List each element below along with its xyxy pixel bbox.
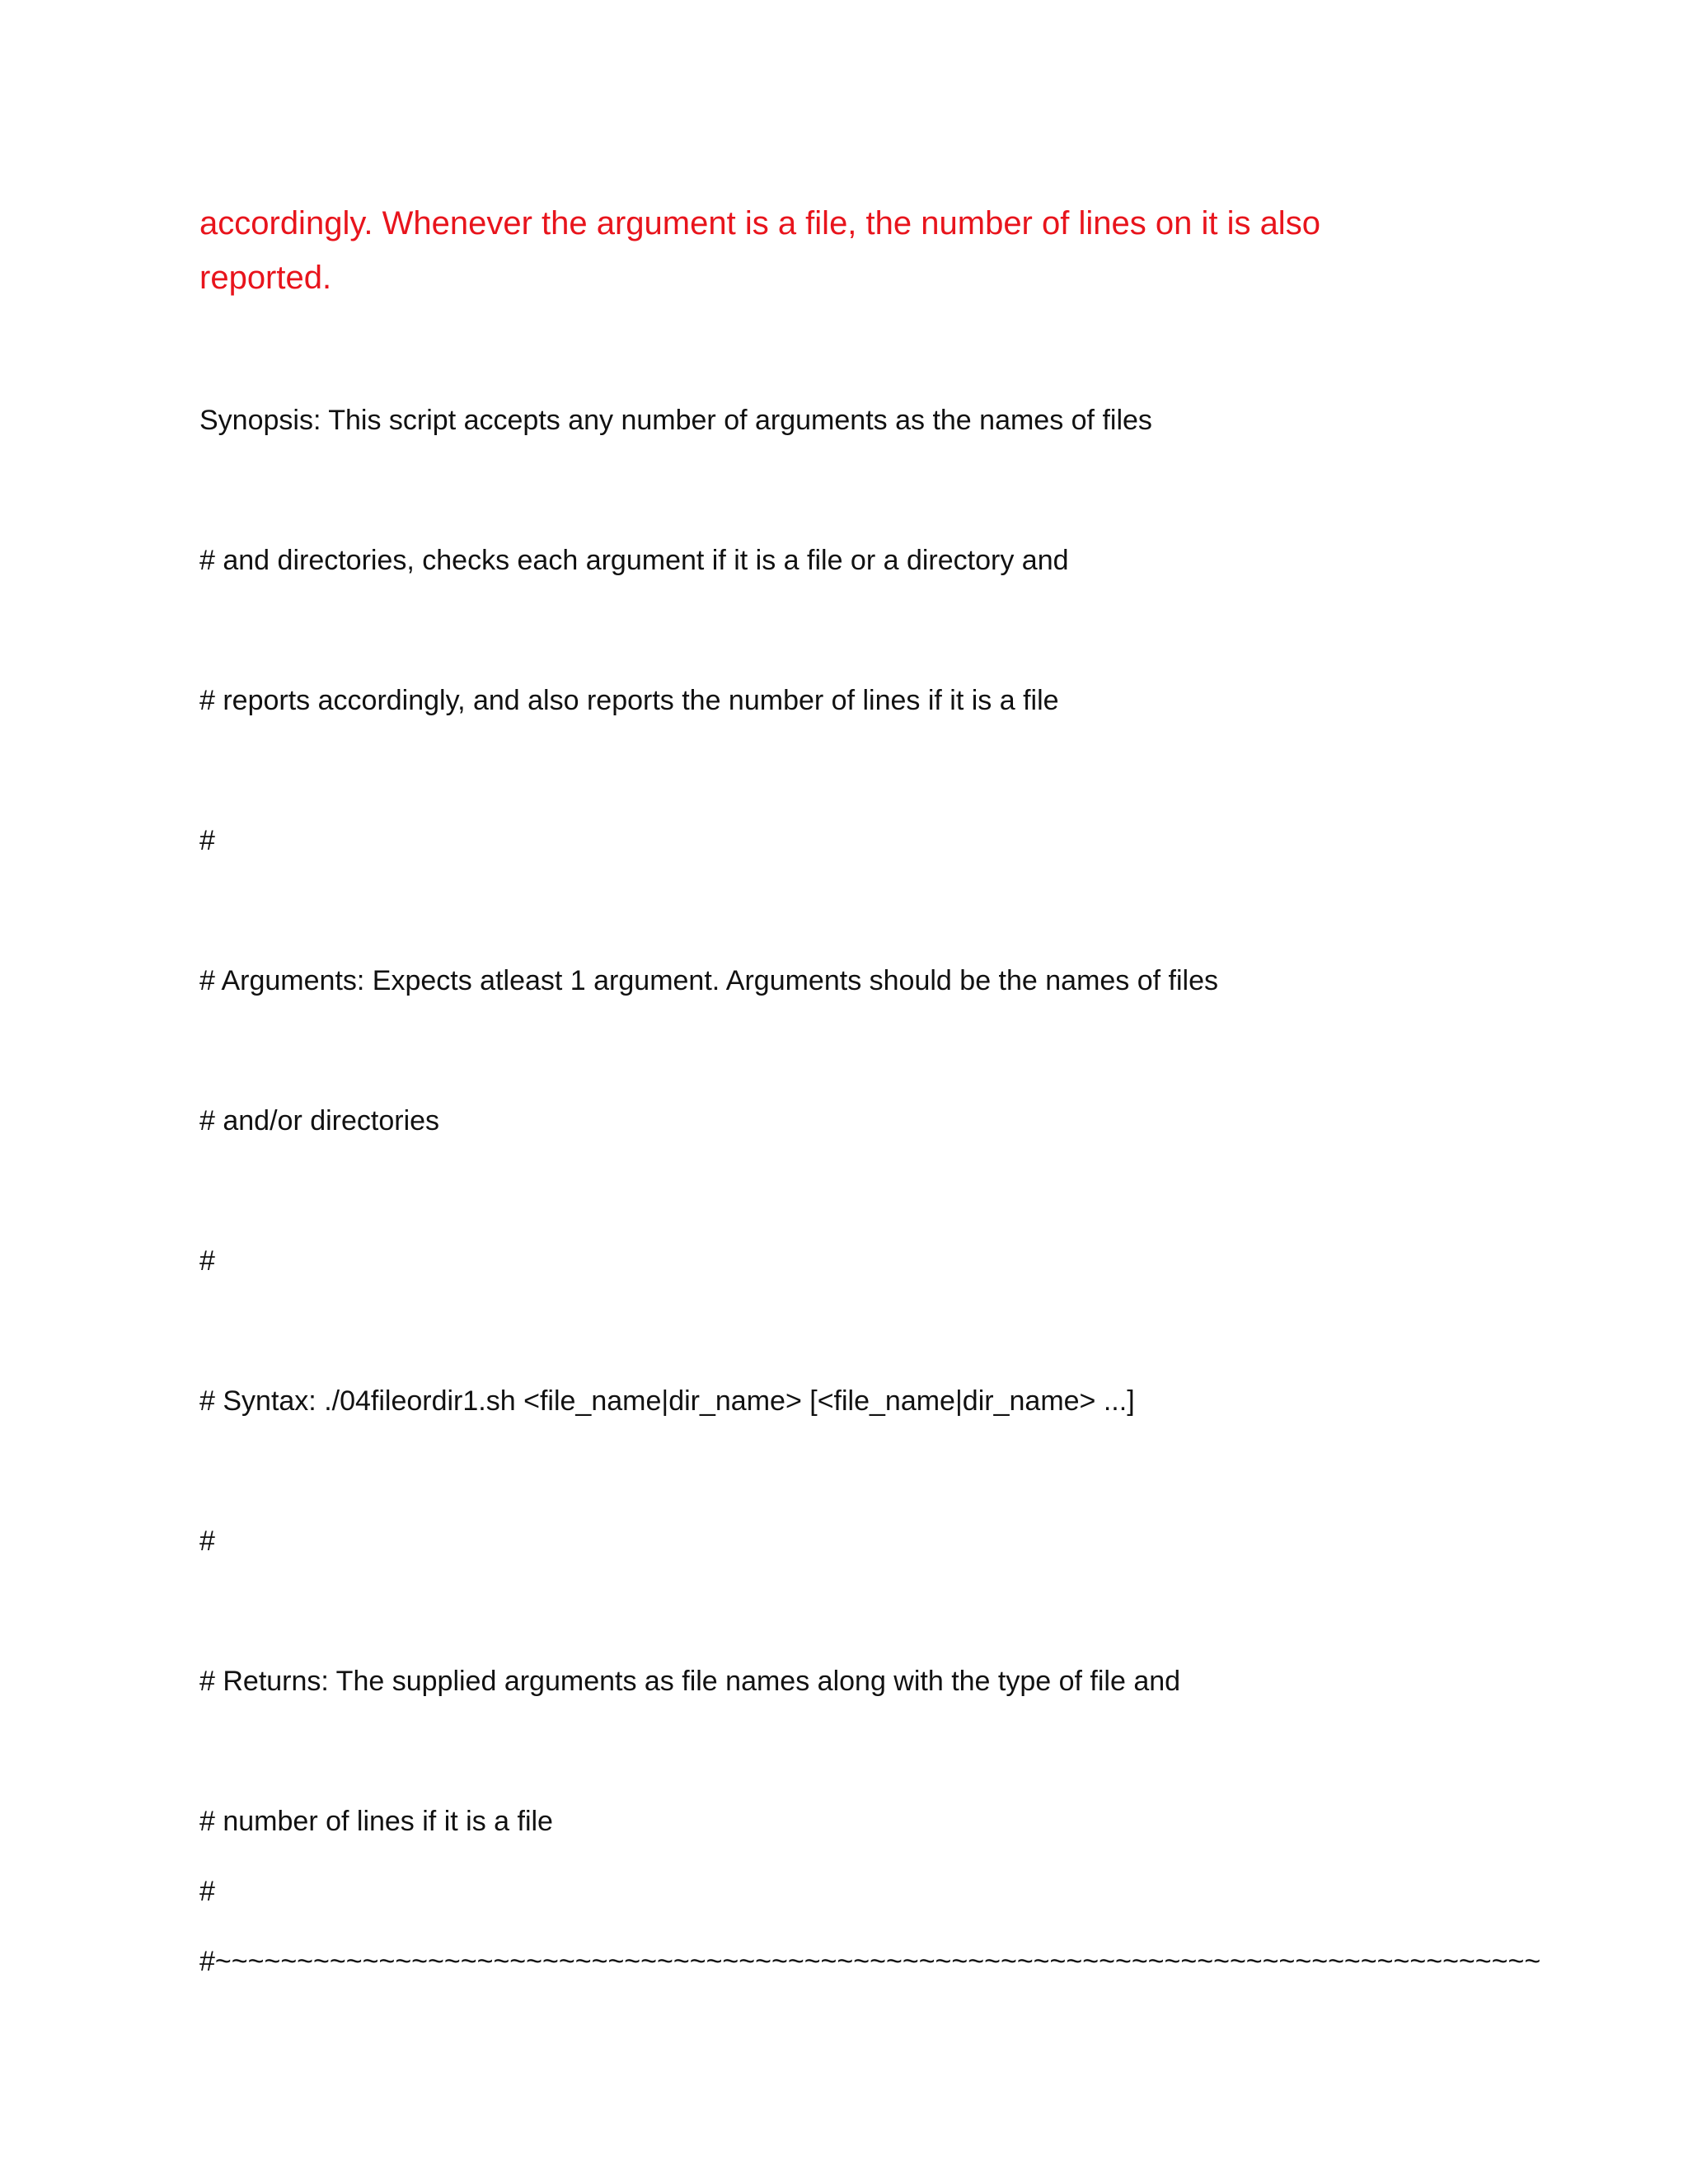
intro-paragraph [199,196,1485,305]
comment-line-tilde-rule: #~~~~~~~~~~~~~~~~~~~~~~~~~~~~~~~~~~~~~~~~~~~~~~~~~~~~~~~~~~~~~~~~~~~~~~~~~~~~~~~~~ [199,1946,1541,1977]
comment-line-returns: # Returns: The supplied arguments as file names along with the type of file and [199,1666,1181,1697]
comment-line-reports: # reports accordingly, and also reports the number of lines if it is a file [199,685,1059,716]
comment-line-hash-4: # [199,1876,215,1907]
comment-line-andor: # and/or directories [199,1105,440,1137]
intro-line-1: accordingly. Whenever the argument is a file, the number of lines on it is also [199,205,1320,241]
comment-line-arguments: # Arguments: Expects atleast 1 argument. Arguments should be the names of files [199,965,1219,996]
comment-line-syntax: # Syntax: ./04fileordir1.sh <file_name|dir_name> [<file_name|dir_name> ...] [199,1385,1135,1417]
comment-line-hash-3: # [199,1526,215,1557]
comment-line-hash-2: # [199,1245,215,1277]
comment-line-dirs: # and directories, checks each argument if it is a file or a directory and [199,545,1069,576]
comment-line-numlines: # number of lines if it is a file [199,1806,553,1837]
comment-line-hash-1: # [199,825,215,856]
synopsis-line: Synopsis: This script accepts any number of arguments as the names of files [199,405,1152,436]
intro-line-2: reported. [199,260,332,296]
